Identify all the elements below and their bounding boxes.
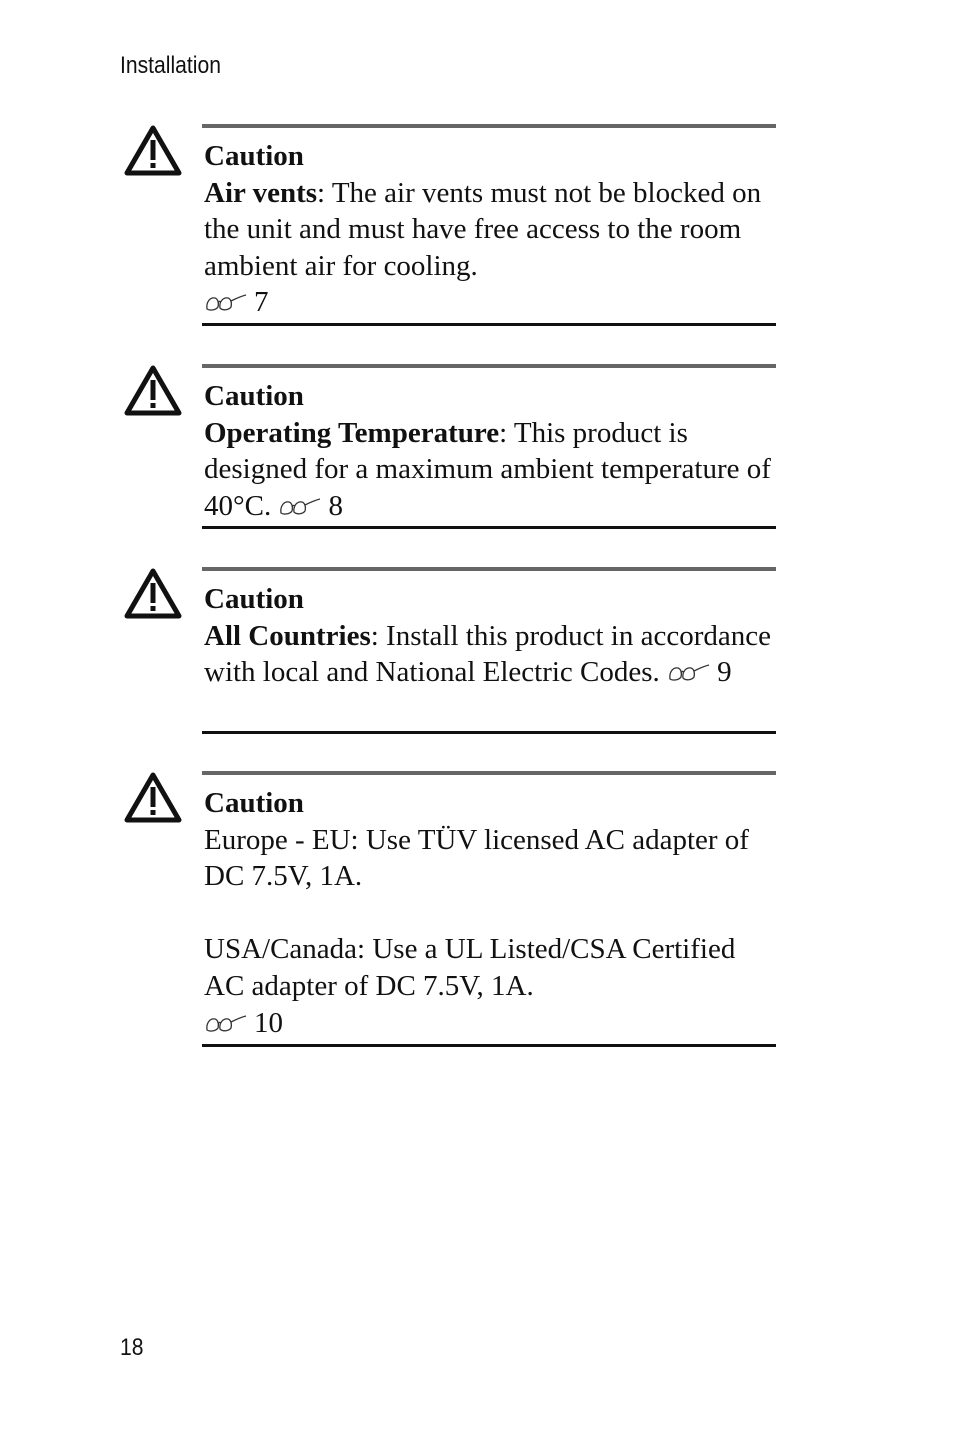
reference-number: 7 [254,286,269,319]
glasses-icon [204,292,248,312]
caution-box [202,771,776,1047]
reference-number: 10 [254,1006,283,1039]
caution-lead: Air vents [204,176,318,209]
glasses-icon [204,1013,248,1033]
warning-triangle-icon [124,771,182,823]
warning-triangle-icon [124,364,182,416]
caution-box [202,567,776,734]
caution-paragraph-eu: Europe - EU: Use TÜV licensed AC adapter of DC 7.5V, 1A. [204,823,749,893]
caution-text: : The air vents must not be blocked on the unit and must have free access to the room ambient air for cooling. [204,176,762,282]
caution-box [202,124,776,326]
glasses-icon [667,662,711,682]
glasses-icon [278,496,322,516]
caution-lead: All Countries [204,619,371,652]
caution-text: : Install this product in accordance with local and National Electric Codes. [204,619,771,689]
reference-number: 8 [328,489,343,522]
caution-title: Caution [204,787,304,819]
caution-text: : This product is designed for a maximum ambient temperature of 40°C. [204,416,771,522]
reference-number: 9 [717,656,732,689]
running-header: Installation [120,52,221,79]
warning-triangle-icon [124,124,182,176]
caution-title: Caution [204,380,304,412]
caution-box [202,364,776,529]
caution-paragraph-usa: USA/Canada: Use a UL Listed/CSA Certified AC adapter of DC 7.5V, 1A. [204,933,736,1002]
caution-title: Caution [204,583,304,615]
warning-triangle-icon [124,567,182,619]
caution-title: Caution [204,140,304,172]
page-number: 18 [120,1334,144,1361]
caution-lead: Operating Temperature [204,416,500,449]
